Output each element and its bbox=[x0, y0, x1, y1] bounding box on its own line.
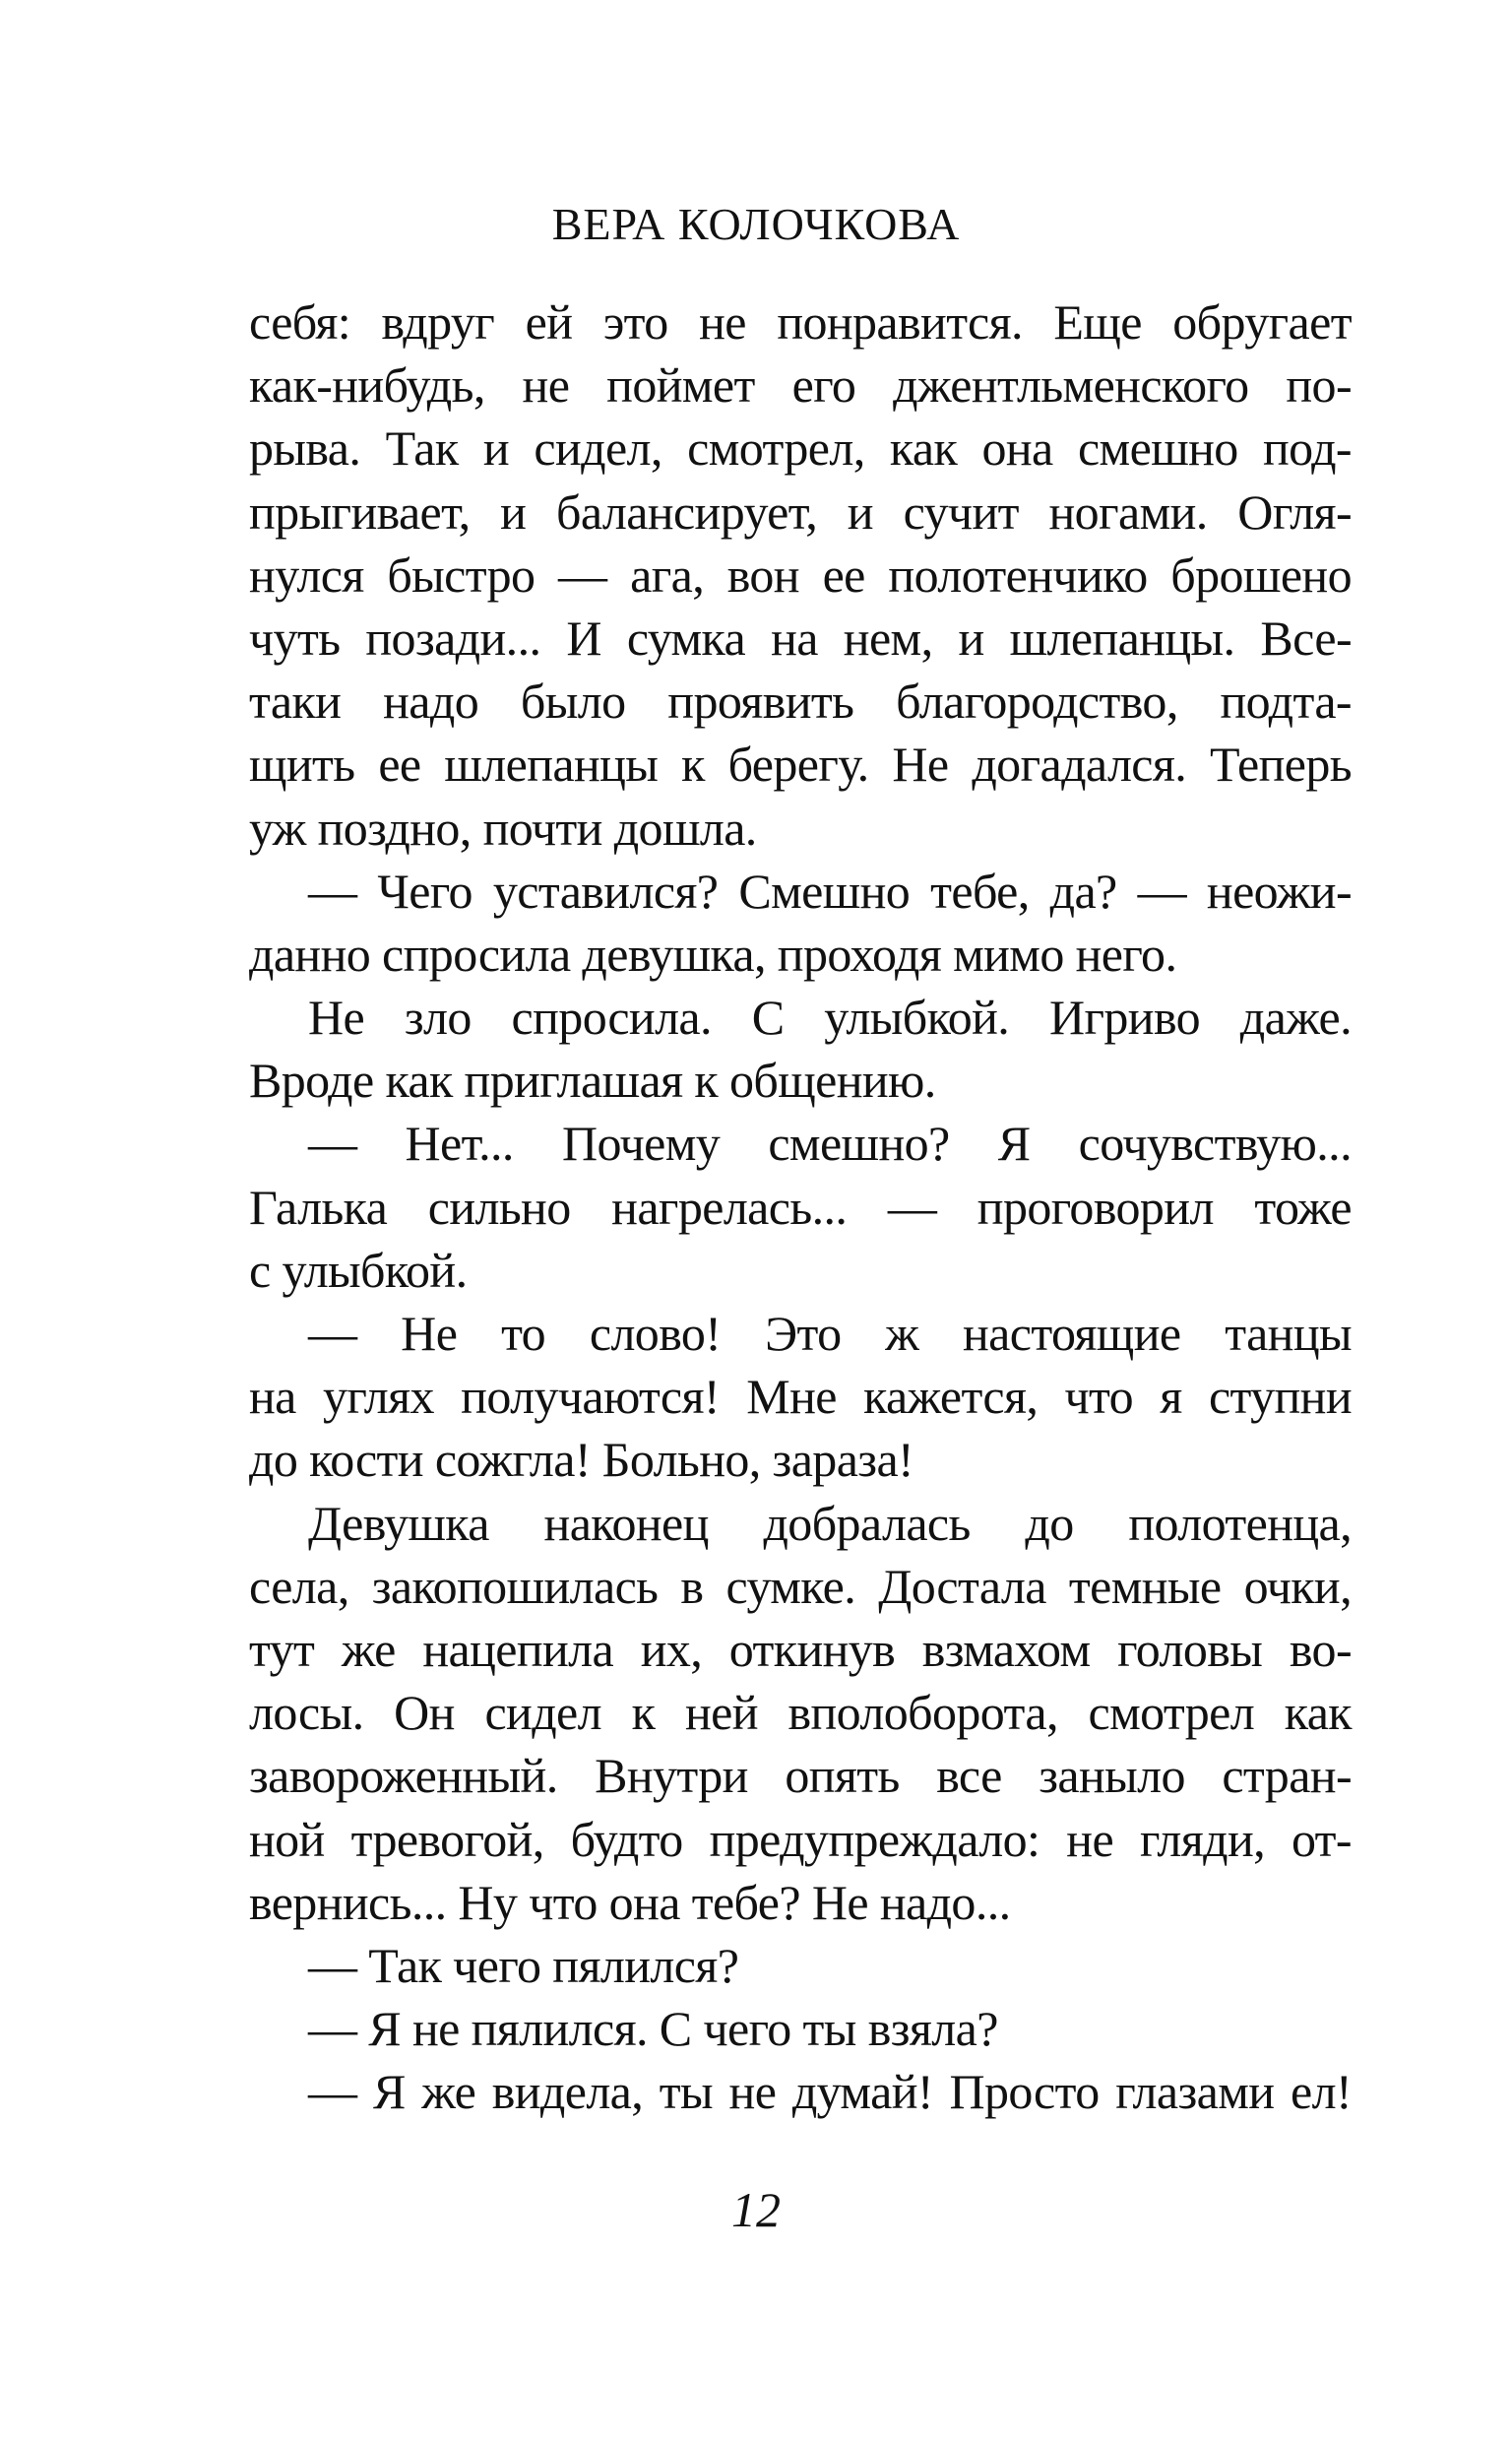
text-line: щить ее шлепанцы к берегу. Не догадался. Теперь bbox=[249, 737, 1352, 793]
text-line: Не зло спросила. С улыбкой. Игриво даже. bbox=[308, 990, 1352, 1046]
text-line: данно спросила девушка, проходя мимо него. bbox=[249, 926, 1177, 982]
text-line: завороженный. Внутри опять все заныло стран- bbox=[249, 1748, 1352, 1804]
text-line: — Чего уставился? Смешно тебе, да? — неожи- bbox=[308, 863, 1352, 919]
text-line: таки надо было проявить благородство, подта- bbox=[249, 674, 1352, 730]
text-line: Вроде как приглашая к общению. bbox=[249, 1053, 936, 1109]
running-head-author: ВЕРА КОЛОЧКОВА bbox=[551, 199, 961, 249]
text-line: рыва. Так и сидел, смотрел, как она смешно под- bbox=[249, 420, 1352, 477]
text-line: Галька сильно нагрелась... — проговорил тоже bbox=[249, 1179, 1352, 1235]
text-line: ной тревогой, будто предупреждало: не гляди, от- bbox=[249, 1811, 1352, 1867]
text-line: лосы. Он сидел к ней вполоборота, смотрел как bbox=[249, 1685, 1352, 1741]
text-line: до кости сожгла! Больно, зараза! bbox=[249, 1432, 914, 1488]
text-line: уж поздно, почти дошла. bbox=[249, 800, 757, 856]
text-line: тут же нацепила их, откинув взмахом головы во- bbox=[249, 1621, 1352, 1677]
text-line: прыгивает, и балансирует, и сучит ногами. Огля- bbox=[249, 483, 1352, 540]
text-line: — Так чего пялился? bbox=[308, 1937, 739, 1993]
text-line: — Нет... Почему смешно? Я сочувствую... bbox=[308, 1116, 1352, 1172]
text-line: — Не то слово! Это ж настоящие танцы bbox=[308, 1306, 1352, 1361]
page-body-text bbox=[249, 290, 1352, 2123]
text-line: на углях получаются! Мне кажется, что я ступни bbox=[249, 1369, 1352, 1425]
text-line: чуть позади... И сумка на нем, и шлепанцы. Все- bbox=[249, 610, 1352, 666]
text-line: нулся быстро — ага, вон ее полотенчико брошено bbox=[249, 546, 1352, 603]
text-line: села, закопошилась в сумке. Достала темные очки, bbox=[249, 1558, 1352, 1614]
text-line: вернись... Ну что она тебе? Не надо... bbox=[249, 1874, 1011, 1930]
text-line: с улыбкой. bbox=[249, 1242, 468, 1298]
text-line: Девушка наконец добралась до полотенца, bbox=[308, 1495, 1352, 1551]
text-line: как-нибудь, не поймет его джентльменского по- bbox=[249, 357, 1352, 414]
text-line: — Я не пялился. С чего ты взяла? bbox=[308, 2001, 998, 2057]
text-line: — Я же видела, ты не думай! Просто глазами ел! bbox=[308, 2064, 1352, 2120]
page-number: 12 bbox=[731, 2182, 781, 2237]
text-line: себя: вдруг ей это не понравится. Еще обругает bbox=[249, 294, 1352, 350]
